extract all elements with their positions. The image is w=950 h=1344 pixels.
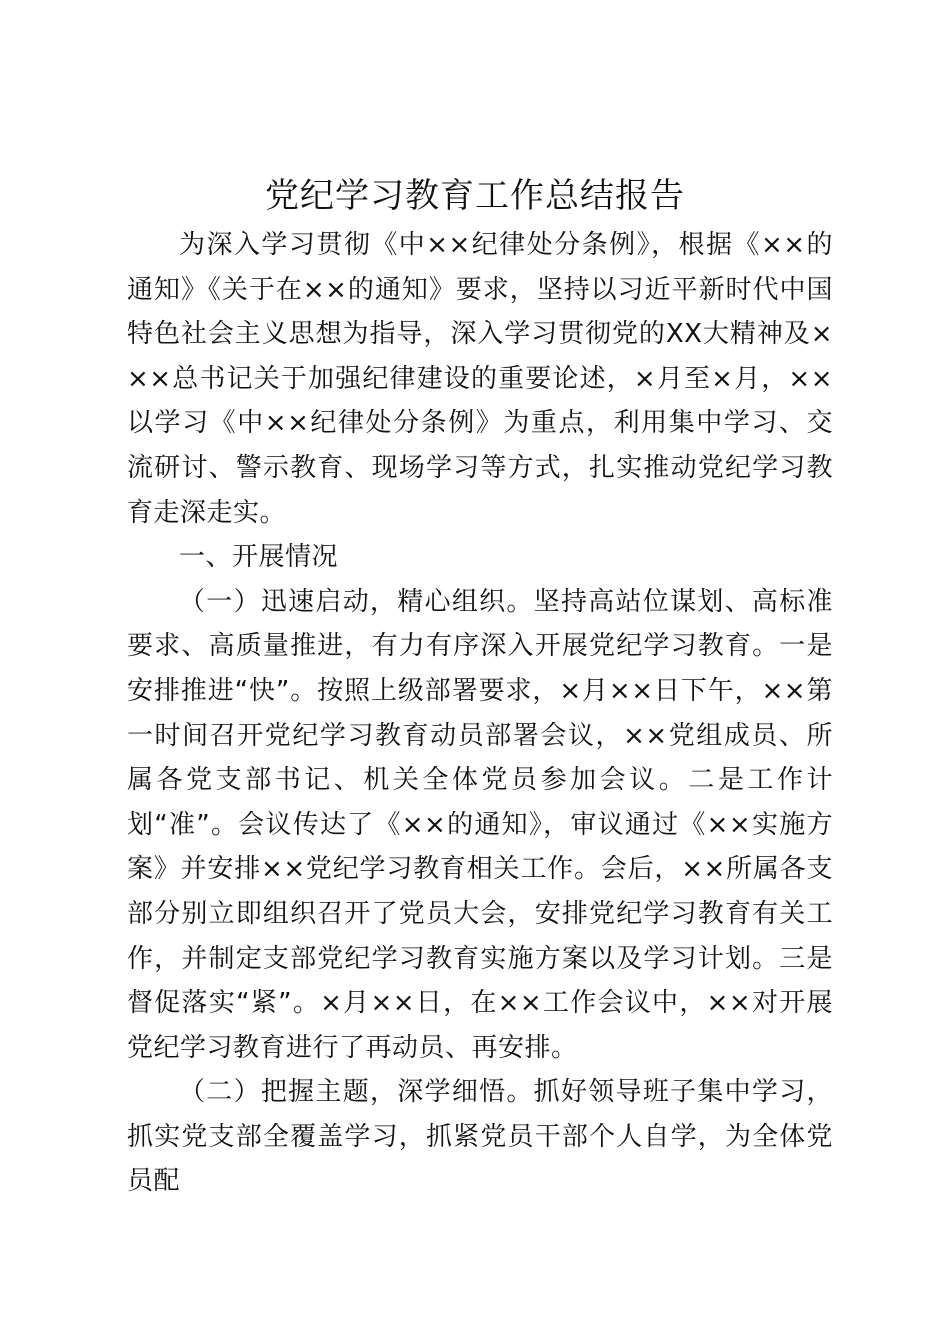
- document-title: 党纪学习教育工作总结报告: [265, 176, 685, 216]
- subsection-paragraph-2: （二）把握主题，深学细悟。抓好领导班子集中学习，抓实党支部全覆盖学习，抓紧党员干部个人自学，为全体党员配: [127, 1077, 833, 1197]
- document-body: [127, 223, 833, 1204]
- section-heading: 一、开展情况: [179, 542, 339, 573]
- intro-paragraph: 为深入学习贯彻《中××纪律处分条例》，根据《××的通知》《关于在××的通知》要求，坚持以习近平新时代中国特色社会主义思想为指导，深入学习贯彻党的XX大精神及×××总书记关于加强纪律建设的重要论述，×月至×月，××以学习《中××纪律处分条例》为重点，利用集中学习、交流研讨、警示教育、现场学习等方式，扎实推动党纪学习教育走深走实。: [127, 230, 833, 528]
- subsection-paragraph-1: （一）迅速启动，精心组织。坚持高站位谋划、高标准要求、高质量推进，有力有序深入开展党纪学习教育。一是安排推进“快”。按照上级部署要求，×月××日下午，××第一时间召开党纪学习教育动员部署会议，××党组成员、所属各党支部书记、机关全体党员参加会议。二是工作计划“准”。会议传达了《××的通知》，审议通过《××实施方案》并安排××党纪学习教育相关工作。会后，××所属各支部分别立即组织召开了党员大会，安排党纪学习教育有关工作，并制定支部党纪学习教育实施方案以及学习计划。三是督促落实“紧”。×月××日，在××工作会议中，××对开展党纪学习教育进行了再动员、再安排。: [127, 586, 833, 1063]
